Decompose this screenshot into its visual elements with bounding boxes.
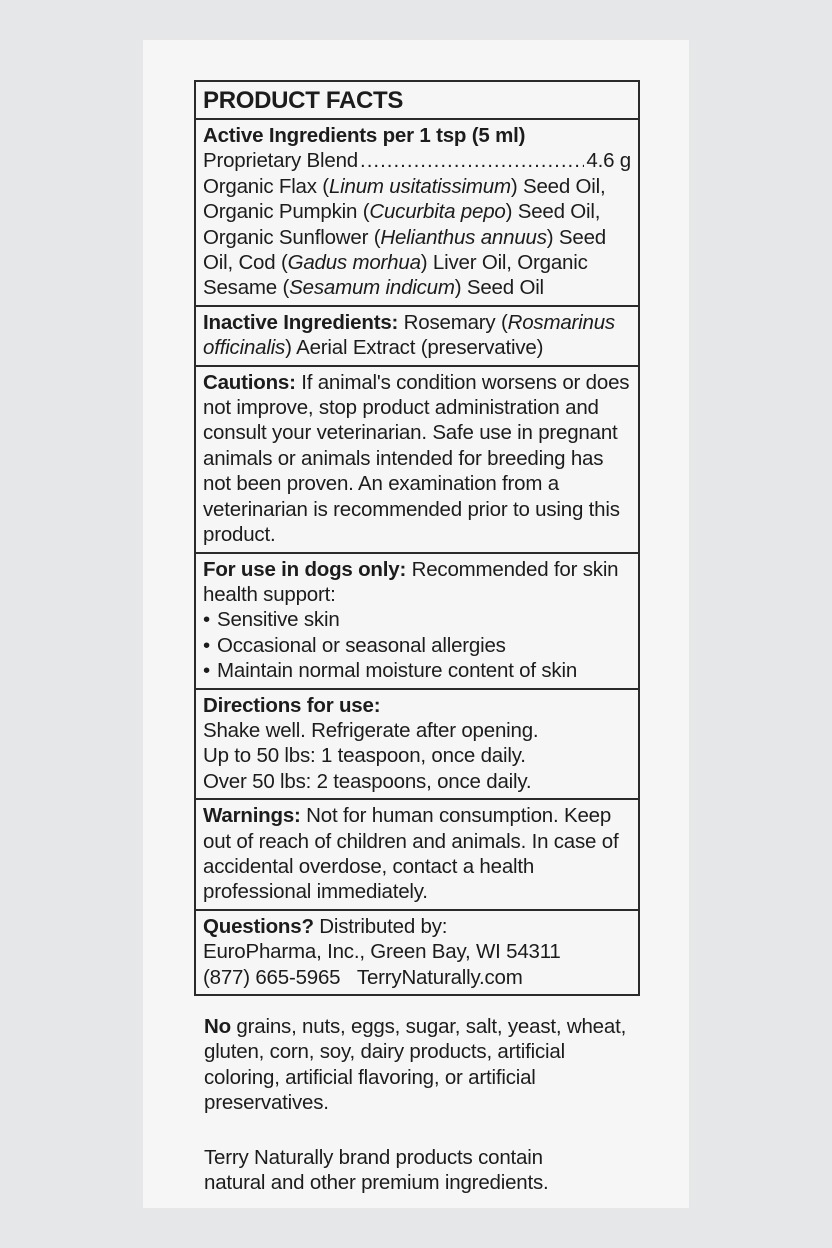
questions-label: Questions? [203,914,314,938]
warnings-section [196,798,638,909]
active-ingredients-section [196,118,638,305]
ingredient-line: Organic Sunflower (Helianthus annuus) Seed [203,225,606,249]
directions-line: Shake well. Refrigerate after opening. [203,718,539,742]
distributor-address: EuroPharma, Inc., Green Bay, WI 54311 [203,940,561,964]
directions-label: Directions for use: [203,693,381,717]
use-text: Recommended for skin health support: [203,557,619,606]
blend-amount: 4.6 g [586,149,631,173]
list-item: • Sensitive skin [203,608,340,632]
product-label [143,40,689,1208]
dot-leader [360,148,584,173]
ingredient-line: Organic Flax (Linum usitatissimum) Seed Oil, [203,174,606,198]
free-from-statement: No grains, nuts, eggs, sugar, salt, yeast, wheat, gluten, corn, soy, dairy products, artificial coloring, artificial flavoring, or artificial preservatives. [204,1015,627,1115]
list-item: • Occasional or seasonal allergies [203,633,506,657]
use-label: For use in dogs only: [203,557,407,581]
ingredient-line: Organic Pumpkin (Cucurbita pepo) Seed Oil, [203,200,601,224]
proprietary-blend-row [203,148,631,173]
cautions-section [196,365,638,552]
product-facts-panel [194,80,640,996]
ingredient-line: Sesame (Sesamum indicum) Seed Oil [203,276,544,300]
phone-number: (877) 665-5965 [203,965,341,989]
website: TerryNaturally.com [356,965,523,989]
warnings-text: Not for human consumption. Keep out of reach of children and animals. In case of accidental overdose, contact a health professional immediately. [203,804,619,904]
directions-line: Up to 50 lbs: 1 teaspoon, once daily. [203,744,526,768]
brand-note: Terry Naturally brand products contain natural and other premium ingredients. [204,1146,549,1195]
use-section [196,552,638,688]
list-item: • Maintain normal moisture content of skin [203,659,578,683]
directions-section [196,688,638,799]
blend-name: Proprietary Blend [203,149,358,173]
inactive-label: Inactive Ingredients: [203,310,399,334]
warnings-label: Warnings: [203,804,301,828]
cautions-label: Cautions: [203,370,296,394]
inactive-ingredients-section: Inactive Ingredients: Rosemary (Rosmarinus officinalis) Aerial Extract (preservative) [196,305,638,365]
questions-section: Questions? Distributed by: EuroPharma, Inc., Green Bay, WI 54311 (877) 665-5965 TerryNaturally.com [196,909,638,994]
panel-title: PRODUCT FACTS [203,87,404,114]
active-ingredients-heading: Active Ingredients per 1 tsp (5 ml) [203,124,526,147]
directions-line: Over 50 lbs: 2 teaspoons, once daily. [203,769,532,793]
ingredient-line: Oil, Cod (Gadus morhua) Liver Oil, Organic [203,251,588,275]
cautions-text: If animal's condition worsens or does not improve, stop product administration and consult your veterinarian. Safe use in pregnant animals or animals intended for breeding has not been proven. An examination from a veterinarian is recommended prior to using this product. [203,370,630,547]
